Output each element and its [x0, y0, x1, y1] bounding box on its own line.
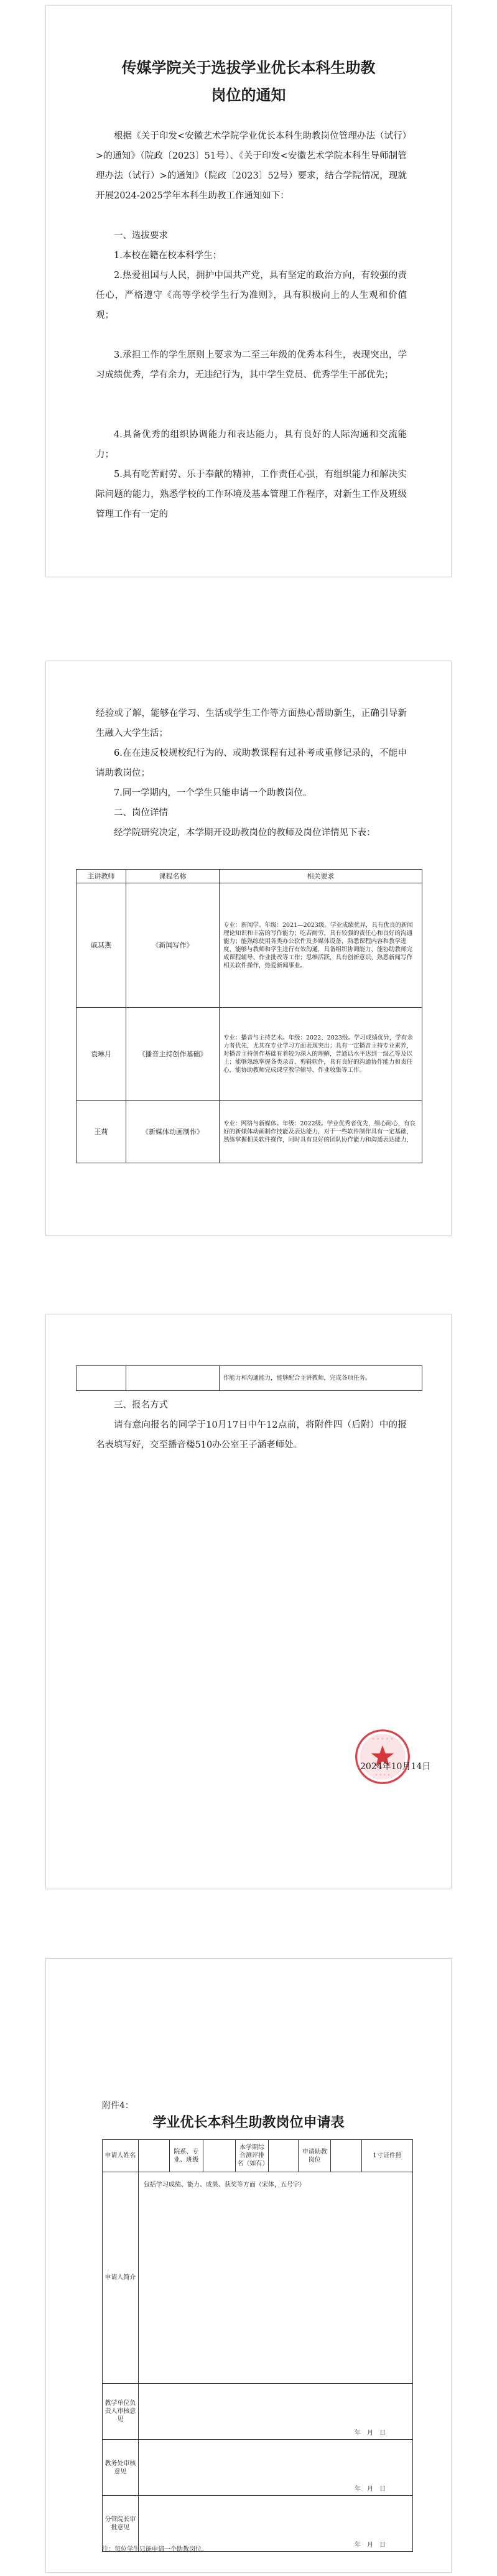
ranking-field[interactable] — [269, 2140, 299, 2172]
table-row — [77, 1366, 422, 1391]
requirement-7: 7.同一学期内，一个学生只能申请一个助教岗位。 — [114, 788, 312, 798]
requirement-cell: 作能力和沟通能力，能够配合主讲教师，完成各项任务。 — [220, 1366, 422, 1391]
requirement-cell: 专业：播音与主持艺术。年级：2022、2023级。学习成绩优异，学有余力者优先，尤其在专业学习方面表现突出；具有一定播音主持专业素养，对播音主持创作基础有着较为深入的理解，普通话水平达到一级乙等及以上；能够熟练掌握各类录音、剪辑软件，具有良好的沟通协作能力和责任心，能协助教师完成课堂教学辅导、作业收集等工作。 — [220, 1008, 422, 1101]
office-sign-date: 年 月 日 — [355, 2486, 386, 2493]
department-label: 院系、专业、班级 — [169, 2140, 203, 2172]
table-row — [77, 1101, 422, 1163]
position-table-continued — [76, 1365, 422, 1391]
form-note: 注：每位学生只能申请一个助教岗位。 — [102, 2546, 208, 2553]
intro-label: 申请人简介 — [103, 2172, 139, 2384]
form-row-office — [103, 2440, 413, 2496]
table-row — [77, 1008, 422, 1101]
table-header-course: 课程名称 — [126, 870, 220, 883]
department-field[interactable] — [203, 2140, 235, 2172]
position-label: 申请助教岗位 — [299, 2140, 331, 2172]
section-heading-2: 二、岗位详情 — [114, 808, 168, 818]
requirement-5: 5.具有吃苦耐劳、乐于奉献的精神，工作责任心强，有组织能力和解决实际问题的能力，熟悉学校的工作环境及基本管理工作程序，对新生工作及班级管理工作有一定的 — [96, 470, 407, 519]
requirement-5-continued: 经验或了解，能够在学习、生活或学生工作等方面热心帮助新生，正确引导新生融入大学生活； — [96, 709, 407, 738]
committee-sign-date: 年 月 日 — [355, 2542, 386, 2549]
section-heading-1: 一、选拔要求 — [114, 231, 168, 241]
form-row-basic-info — [103, 2140, 413, 2172]
requirement-cell: 专业：网络与新媒体。年级：2022级。学业优秀者优先，细心耐心，有良好的新媒体动画制作技能及表达能力，对于一些软件制作具有一定基础，熟练掌握相关软件操作，同时具有良好的团队协作能力和沟通表达能力， — [220, 1101, 422, 1163]
photo-placeholder[interactable]: 1寸证件照 — [362, 2140, 413, 2172]
requirement-4: 4.具备优秀的组织协调能力和表达能力，具有良好的人际沟通和交流能力； — [96, 430, 407, 460]
official-seal — [354, 1728, 411, 1785]
requirement-1: 1.本校在籍在校本科学生； — [114, 251, 222, 261]
page-1 — [45, 5, 452, 577]
dept-review-field[interactable] — [138, 2384, 412, 2440]
applicant-name-field[interactable] — [138, 2140, 169, 2172]
form-row-intro — [103, 2172, 413, 2384]
page-4 — [45, 1958, 452, 2573]
office-review-label: 教务处审核意见 — [103, 2440, 139, 2496]
form-row-committee — [103, 2496, 413, 2552]
annex-label: 附件4： — [102, 2101, 134, 2111]
requirement-2: 2.热爱祖国与人民，拥护中国共产党，具有坚定的政治方向，有较强的责任心，严格遵守《高等学校学生行为准则》，具有积极向上的人生观和价值观； — [96, 271, 407, 320]
requirement-3: 3.承担工作的学生原则上要求为二至三年级的优秀本科生，表现突出，学习成绩优秀，学有余力，无违纪行为，其中学生党员、优秀学生干部优先； — [96, 350, 407, 380]
dept-review-label: 教学单位负责人审核意见 — [103, 2384, 139, 2440]
table-header-requirements: 相关要求 — [220, 870, 422, 883]
issue-date: 2024年10月14日 — [360, 1762, 431, 1772]
course-cell: 《播音主持创作基础》 — [126, 1008, 220, 1101]
document-title-line2: 岗位的通知 — [211, 86, 286, 104]
office-review-field[interactable] — [138, 2440, 412, 2496]
table-row — [77, 883, 422, 1008]
page-3 — [45, 1314, 452, 1889]
position-field[interactable] — [331, 2140, 362, 2172]
course-cell: 《新闻写作》 — [126, 883, 220, 1008]
application-form-title: 学业优长本科生助教岗位申请表 — [152, 2114, 345, 2131]
page-2 — [45, 661, 452, 1236]
intro-field[interactable] — [138, 2172, 412, 2384]
document-title-line1: 传媒学院关于选拔学业优长本科生助教 — [121, 58, 376, 77]
svg-text:◦ ◦ ◦ ◦ ◦: ◦ ◦ ◦ ◦ ◦ — [371, 1736, 394, 1742]
ranking-label: 本学期综合测评排名（如有） — [235, 2140, 269, 2172]
applicant-name-label: 申请人姓名 — [103, 2140, 139, 2172]
teacher-cell: 王莉 — [77, 1101, 126, 1163]
teacher-cell: 戚其燕 — [77, 883, 126, 1008]
table-header-row — [77, 870, 422, 883]
intro-paragraph: 根据《关于印发<安徽艺术学院学业优长本科生助教岗位管理办法（试行）>的通知》（院政〔2023〕51号）、《关于印发<安徽艺术学院本科生导师制管理办法（试行）>的通知》（院政〔2023〕52号）要求，结合学院情况，现就开展2024-2025学年本科生助教工作通知如下： — [96, 131, 407, 201]
committee-review-label: 分管院长审批意见 — [103, 2496, 139, 2552]
table-header-teacher: 主讲教师 — [77, 870, 126, 883]
section-heading-3: 三、报名方式 — [114, 1400, 168, 1410]
committee-review-field[interactable] — [138, 2496, 412, 2552]
form-row-dept — [103, 2384, 413, 2440]
signup-paragraph: 请有意向报名的同学于10月17日中午12点前，将附件四（后附）中的报名表填写好，交至播音楼510办公室王子涵老师处。 — [96, 1420, 407, 1450]
svg-text:◦ ◦ ◦ ◦: ◦ ◦ ◦ ◦ — [374, 1772, 391, 1778]
requirement-cell: 专业：新闻学。年级：2021—2023级。学业成绩优异，具有优良的新闻理论知识和丰富的写作能力；吃苦耐劳，具有较强的责任心和良好的沟通能力；能熟练使用各类办公软件及多媒体设备，熟悉课程内容和教学进度，能够与教师和学生进行有效沟通，具备组织协调能力，能协助教师完成课程辅导、作业批改等工作；思维活跃，具有创新意识，熟悉新闻写作相关软件操作，热爱新闻事业。 — [220, 883, 422, 1008]
requirement-6: 6.在在违反校规校纪行为的、或助教课程有过补考或重修记录的，不能申请助教岗位； — [96, 748, 407, 778]
dept-sign-date: 年 月 日 — [355, 2430, 386, 2437]
teacher-cell: 袁琳月 — [77, 1008, 126, 1101]
course-cell: 《新媒体动画制作》 — [126, 1101, 220, 1163]
application-form-table — [102, 2139, 413, 2552]
intro-hint: 包括学习成绩、能力、成果、获奖等方面（宋体，五号字） — [143, 2182, 305, 2188]
position-detail-intro: 经学院研究决定，本学期开设助教岗位的教师及岗位详情见下表： — [114, 828, 376, 838]
position-table — [76, 869, 422, 1163]
